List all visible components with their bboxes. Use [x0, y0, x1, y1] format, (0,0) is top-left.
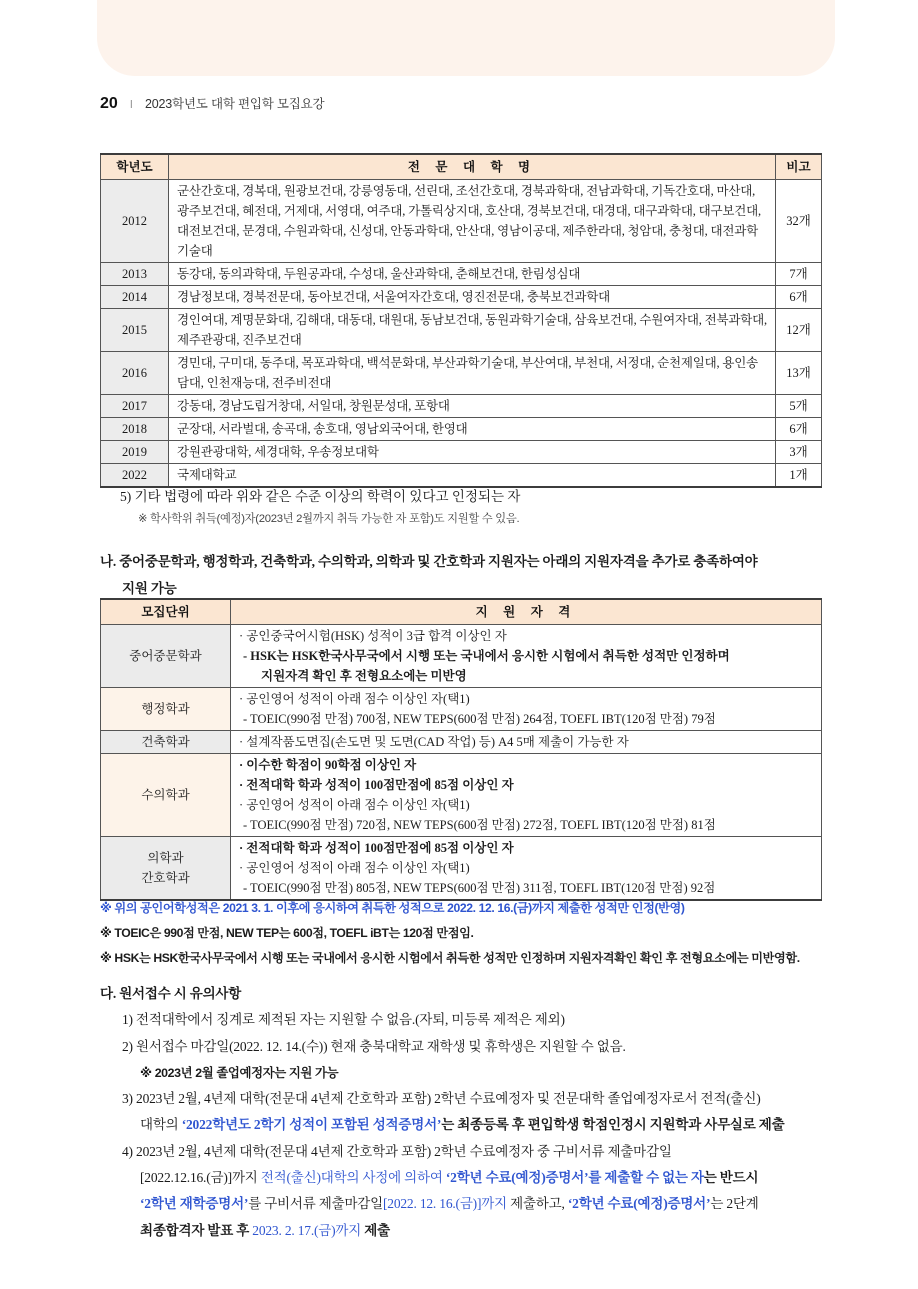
qualification-line: · 공인중국어시험(HSK) 성적이 3급 합격 이상인 자 [239, 629, 507, 643]
section-da-heading: 다. 원서접수 시 유의사항 [100, 986, 242, 1001]
da-item-2: 2) 원서접수 마감일(2022. 12. 14.(수)) 현재 충북대학교 재학생 및 휴학생은 지원할 수 없음. [122, 1038, 626, 1054]
qualification-line: · 공인영어 성적이 아래 점수 이상인 자(택1) [239, 798, 470, 812]
text-segment-blue: ‘2학년 재학증명서’ [140, 1196, 249, 1212]
note-cell: 6개 [776, 286, 822, 309]
table-row [101, 418, 822, 441]
qualification-cell [231, 754, 822, 837]
colleges-cell: 경민대, 구미대, 동주대, 목포과학대, 백석문화대, 부산과학기술대, 부산여대, 부천대, 서정대, 순천제일대, 용인송담대, 인천재능대, 전주비전대 [169, 352, 776, 395]
year-cell: 2017 [101, 395, 169, 418]
year-cell: 2019 [101, 441, 169, 464]
unit-line: 간호학과 [141, 871, 190, 885]
page-header-divider: Ⅰ [129, 99, 134, 111]
unit-cell: 중어중문학과 [101, 625, 231, 688]
table-row [101, 837, 822, 901]
table-row [101, 754, 822, 837]
footnote: ※ 위의 공인어학성적은 2021 3. 1. 이후에 응시하여 취득한 성적으로 2022. 12. 16.(금)까지 제출한 성적만 인정(반영) [100, 901, 685, 915]
year-cell: 2016 [101, 352, 169, 395]
top-decoration [97, 0, 835, 76]
colleges-cell: 국제대학교 [169, 464, 776, 488]
table-row [101, 286, 822, 309]
qualification-line: · 공인영어 성적이 아래 점수 이상인 자(택1) [239, 861, 470, 875]
da-item-4-line1: 4) 2023년 2월, 4년제 대학(전문대 4년제 간호학과 포함) 2학년 수료예정자 중 구비서류 제출마감일 [122, 1143, 672, 1159]
year-cell: 2012 [101, 180, 169, 263]
note-cell: 1개 [776, 464, 822, 488]
section-da [100, 981, 784, 1244]
qualification-line: · 전적대학 학과 성적이 100점만점에 85점 이상인 자 [239, 841, 514, 855]
text-segment-blue: ‘2학년 수료(예정)증명서’를 제출할 수 없는 자 [445, 1170, 704, 1186]
qualification-line: · 공인영어 성적이 아래 점수 이상인 자(택1) [239, 692, 470, 706]
colleges-cell: 강원관광대학, 세경대학, 우송정보대학 [169, 441, 776, 464]
text-segment: 제출 [361, 1222, 390, 1238]
section-na-line2: 지원 가능 [122, 581, 177, 596]
page-header [100, 94, 324, 113]
qualification-line: - TOEIC(990점 만점) 700점, NEW TEPS(600점 만점) 264점, TOEFL IBT(120점 만점) 79점 [243, 712, 716, 726]
qualification-line: 지원자격 확인 후 전형요소에는 미반영 [261, 669, 467, 683]
text-segment: 는 2단계 [710, 1196, 759, 1212]
qualification-cell [231, 731, 822, 754]
da-item-3-line1: 3) 2023년 2월, 4년제 대학(전문대 4년제 간호학과 포함) 2학년 수료예정자 및 전문대학 졸업예정자로서 전적(출신) [122, 1091, 761, 1107]
qualification-line: - HSK는 HSK한국사무국에서 시행 또는 국내에서 응시한 시험에서 취득한 성적만 인정하며 [243, 649, 730, 663]
colleges-cell: 강동대, 경남도립거창대, 서일대, 창원문성대, 포항대 [169, 395, 776, 418]
footnotes [100, 896, 800, 971]
note-cell: 32개 [776, 180, 822, 263]
text-segment-blue: [2022. 12. 16.(금)]까지 [382, 1196, 507, 1212]
footnote: ※ TOEIC은 990점 만점, NEW TEP는 600점, TOEFL iBT는 120점 만점임. [100, 926, 474, 940]
qualification-line: - TOEIC(990점 만점) 720점, NEW TEPS(600점 만점) 272점, TOEFL IBT(120점 만점) 81점 [243, 818, 716, 832]
table-row [101, 263, 822, 286]
footnote: ※ HSK는 HSK한국사무국에서 시행 또는 국내에서 응시한 시험에서 취득한 성적만 인정하며 지원자격확인 확인 후 전형요소에는 미반영함. [100, 951, 800, 965]
year-cell: 2022 [101, 464, 169, 488]
table-row [101, 688, 822, 731]
colleges-cell: 경남정보대, 경북전문대, 동아보건대, 서울여자간호대, 영진전문대, 충북보건과학대 [169, 286, 776, 309]
header-year: 학년도 [101, 154, 169, 180]
da-item-2-note: ※ 2023년 2월 졸업예정자는 지원 가능 [140, 1065, 339, 1080]
qualification-cell [231, 625, 822, 688]
text-segment: 최종합격자 발표 후 [140, 1222, 253, 1238]
qualification-line: · 이수한 학점이 90학점 이상인 자 [239, 758, 417, 772]
header-colleges: 전 문 대 학 명 [169, 154, 776, 180]
qualification-cell [231, 837, 822, 901]
colleges-cell: 군산간호대, 경복대, 원광보건대, 강릉영동대, 선린대, 조선간호대, 경북과학대, 전남과학대, 기독간호대, 마산대, 광주보건대, 혜전대, 거제대, 서영대, 여주대, 가톨릭상지대, 호산대, 경북보건대, 대경대, 대구과학대, 대구보건대, 대전보건대, 문경대, 수원과학대, 신성대, 안동과학대, 안산대, 영남이공대, 제주한라대, 청암대, 충청대, 대전과학기술대 [169, 180, 776, 263]
text-segment: 를 구비서류 제출마감일 [248, 1196, 383, 1212]
table-row [101, 731, 822, 754]
header-note: 비고 [776, 154, 822, 180]
unit-cell: 수의학과 [101, 754, 231, 837]
header-qualification: 지 원 자 격 [231, 599, 822, 625]
table-row [101, 464, 822, 488]
page-number: 20 [100, 95, 118, 112]
text-segment: 제출하고, [506, 1196, 568, 1212]
da-item-4-line3 [100, 1191, 784, 1217]
page-title: 2023학년도 대학 편입학 모집요강 [145, 97, 325, 111]
qualification-line: · 설계작품도면집(손도면 및 도면(CAD 작업) 등) A4 5매 제출이 가능한 자 [239, 735, 629, 749]
note-cell: 6개 [776, 418, 822, 441]
da-item-4-line4 [100, 1218, 784, 1244]
text-segment: 는 최종등록 후 편입학생 학점인정시 지원학과 사무실로 제출 [441, 1117, 785, 1133]
text-segment-blue: ‘2학년 수료(예정)증명서’ [567, 1196, 711, 1212]
year-cell: 2014 [101, 286, 169, 309]
header-unit: 모집단위 [101, 599, 231, 625]
text-segment: [2022.12.16.(금)]까지 [140, 1170, 261, 1186]
text-segment-blue: 2023. 2. 17.(금)까지 [252, 1222, 362, 1238]
qualification-cell [231, 688, 822, 731]
clause-5-text: 5) 기타 법령에 따라 위와 같은 수준 이상의 학력이 있다고 인정되는 자 [120, 489, 521, 504]
text-segment: 는 반드시 [703, 1170, 759, 1186]
table-header-row [101, 599, 822, 625]
qualification-line: - TOEIC(990점 만점) 805점, NEW TEPS(600점 만점) 311점, TOEFL IBT(120점 만점) 92점 [243, 881, 716, 895]
unit-cell [101, 837, 231, 901]
da-item-1: 1) 전적대학에서 징계로 제적된 자는 지원할 수 없음.(자퇴, 미등록 제적은 제외) [122, 1012, 565, 1028]
table-row [101, 395, 822, 418]
table-row [101, 309, 822, 352]
table-row [101, 441, 822, 464]
note-cell: 3개 [776, 441, 822, 464]
qualification-line: · 전적대학 학과 성적이 100점만점에 85점 이상인 자 [239, 778, 514, 792]
year-cell: 2015 [101, 309, 169, 352]
note-cell: 13개 [776, 352, 822, 395]
colleges-cell: 동강대, 동의과학대, 두원공과대, 수성대, 울산과학대, 춘해보건대, 한림성심대 [169, 263, 776, 286]
clause-5-subnote: ※ 학사학위 취득(예정)자(2023년 2월까지 취득 가능한 자 포함)도 지원할 수 있음. [138, 513, 520, 525]
note-cell: 5개 [776, 395, 822, 418]
unit-cell: 행정학과 [101, 688, 231, 731]
note-cell: 7개 [776, 263, 822, 286]
table-row [101, 625, 822, 688]
table-row [101, 352, 822, 395]
text-segment: 대학의 [140, 1117, 182, 1133]
colleges-cell: 군장대, 서라벌대, 송곡대, 송호대, 영남외국어대, 한영대 [169, 418, 776, 441]
da-item-4-line2 [100, 1165, 784, 1191]
section-na-line1: 나. 중어중문학과, 행정학과, 건축학과, 수의학과, 의학과 및 간호학과 지원자는 아래의 지원자격을 추가로 충족하여야 [100, 554, 758, 569]
qualification-table [100, 598, 822, 901]
note-cell: 12개 [776, 309, 822, 352]
text-segment-blue: 전적(출신)대학의 사정에 의하여 [260, 1170, 446, 1186]
colleges-cell: 경인여대, 계명문화대, 김해대, 대동대, 대원대, 동남보건대, 동원과학기술대, 삼육보건대, 수원여자대, 전북과학대, 제주관광대, 진주보건대 [169, 309, 776, 352]
unit-cell: 건축학과 [101, 731, 231, 754]
colleges-by-year-table [100, 153, 822, 488]
text-segment-blue: ‘2022학년도 2학기 성적이 포함된 성적증명서’ [181, 1117, 442, 1133]
year-cell: 2018 [101, 418, 169, 441]
table-header-row [101, 154, 822, 180]
unit-line: 의학과 [147, 851, 184, 865]
da-item-3-line2 [100, 1112, 784, 1138]
year-cell: 2013 [101, 263, 169, 286]
table-row [101, 180, 822, 263]
